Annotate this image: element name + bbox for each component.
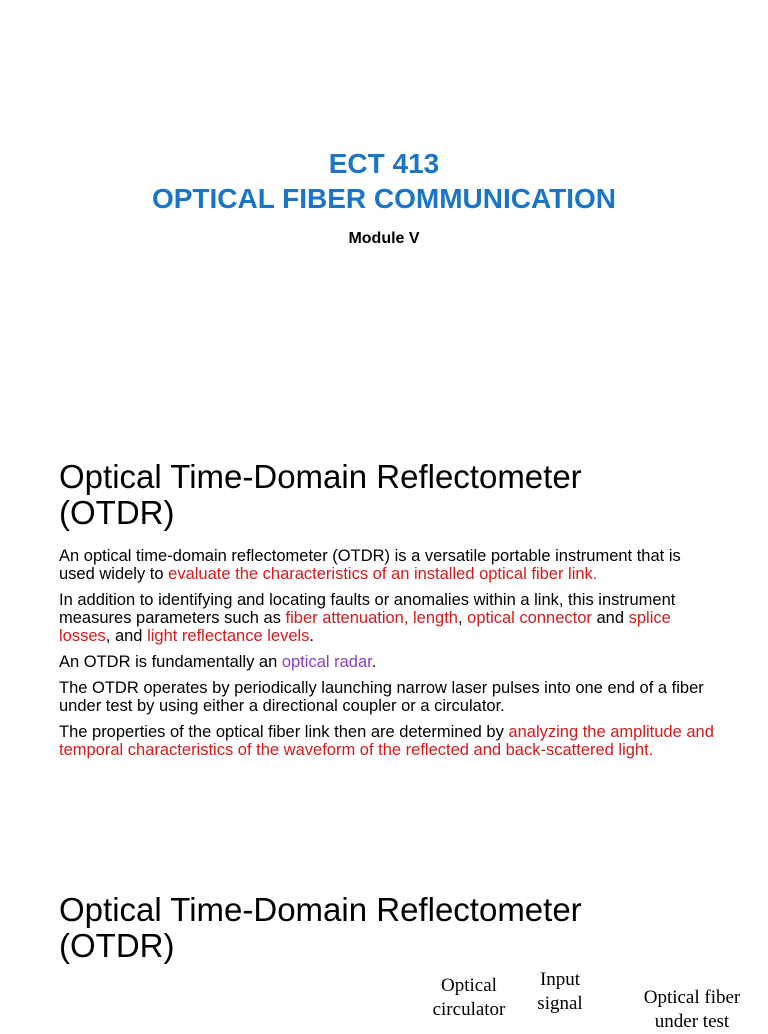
otdr-diagram bbox=[410, 968, 768, 1032]
paragraph-2 bbox=[59, 591, 719, 645]
title-slide bbox=[0, 0, 768, 420]
text-run: In addition to identifying and locating faults or anomalies within a link, this instrument measures parameters such as bbox=[59, 591, 676, 627]
label-line: Optical fiber bbox=[643, 987, 741, 1008]
slide-body bbox=[59, 547, 719, 767]
text-run: and bbox=[591, 609, 629, 627]
course-code: ECT 413 bbox=[328, 148, 440, 179]
otdr-slide-2 bbox=[0, 870, 768, 1032]
paragraph-5 bbox=[59, 723, 719, 759]
label-line: Input bbox=[539, 969, 581, 990]
slide-heading bbox=[59, 459, 739, 531]
highlight-red: light reflectance levels bbox=[147, 627, 310, 645]
highlight-red: analyzing the amplitude and temporal characteristics of the waveform of the reflected and back-scattered light. bbox=[59, 723, 714, 759]
paragraph-3 bbox=[59, 653, 719, 671]
otdr-slide-1 bbox=[0, 440, 768, 840]
fiber-under-test-label bbox=[622, 986, 762, 1034]
label-line: under test bbox=[654, 1011, 730, 1032]
slide-heading bbox=[59, 892, 739, 964]
label-line: signal bbox=[537, 993, 583, 1014]
text-run: , and bbox=[105, 627, 148, 645]
heading-line-2: (OTDR) bbox=[59, 494, 175, 531]
input-signal-label bbox=[530, 968, 590, 1016]
text-run: An optical time-domain reflectometer (OTDR) is a versatile portable instrument that is used widely to bbox=[59, 547, 681, 583]
heading-line-1: Optical Time-Domain Reflectometer bbox=[59, 891, 582, 928]
heading-line-2: (OTDR) bbox=[59, 927, 175, 964]
course-name: OPTICAL FIBER COMMUNICATION bbox=[151, 183, 617, 214]
text-run: . bbox=[309, 627, 315, 645]
paragraph-1 bbox=[59, 547, 719, 583]
highlight-red: splice losses bbox=[59, 609, 671, 645]
circulator-label bbox=[424, 974, 514, 1022]
highlight-red: evaluate the characteristics of an installed optical fiber link. bbox=[168, 565, 598, 583]
text-run: . bbox=[371, 653, 377, 671]
paragraph-4: The OTDR operates by periodically launching narrow laser pulses into one end of a fiber under test by using either a directional coupler or a circulator. bbox=[59, 679, 704, 715]
highlight-purple: optical radar bbox=[281, 653, 372, 671]
heading-line-1: Optical Time-Domain Reflectometer bbox=[59, 458, 582, 495]
highlight-red: optical connector bbox=[467, 609, 592, 627]
label-line: Optical bbox=[441, 975, 497, 996]
label-line: circulator bbox=[432, 999, 506, 1020]
module-label: Module V bbox=[348, 230, 420, 247]
text-run: , bbox=[457, 609, 468, 627]
text-run: An OTDR is fundamentally an bbox=[59, 653, 282, 671]
text-run: The properties of the optical fiber link then are determined by bbox=[59, 723, 509, 741]
highlight-red: fiber attenuation, length bbox=[285, 609, 458, 627]
